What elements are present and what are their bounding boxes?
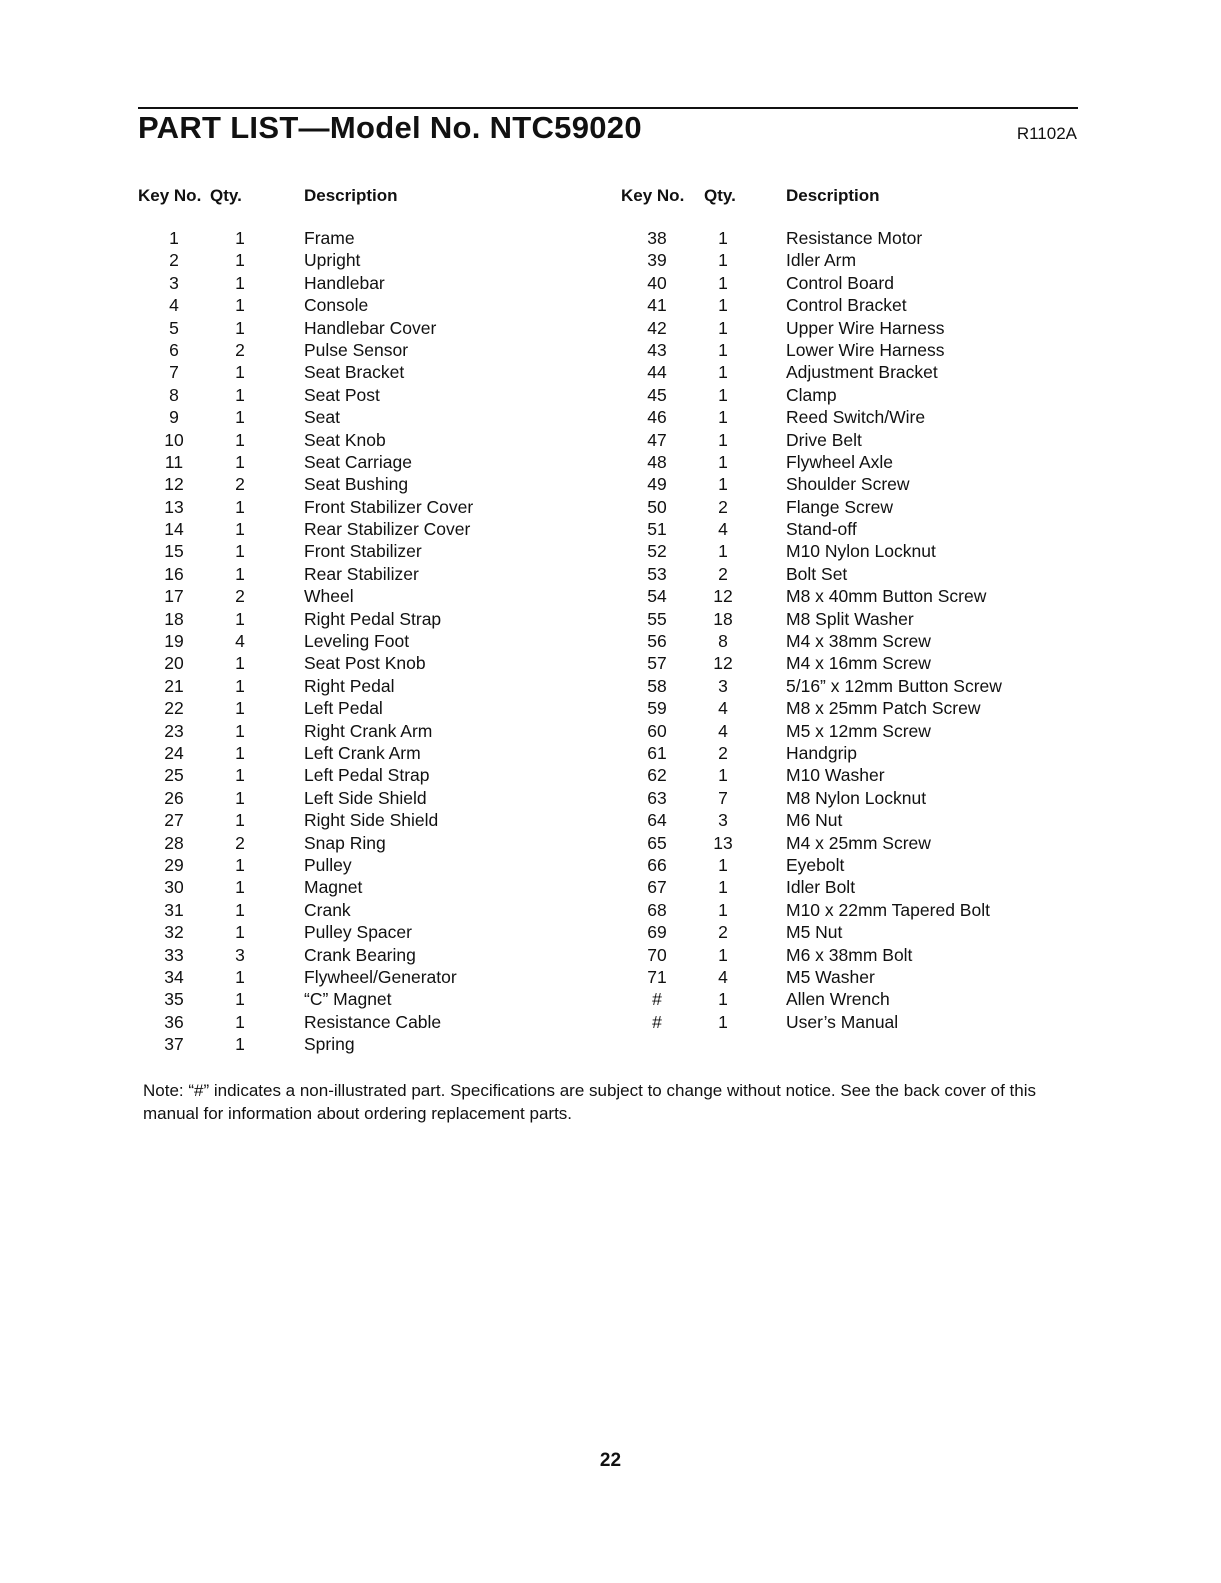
description-cell: Bolt Set [786,563,848,584]
description-cell: Pulley Spacer [304,922,412,943]
qty-cell: 1 [718,317,728,338]
qty-cell: 1 [235,519,245,540]
description-cell: Handgrip [786,742,858,763]
document-code: R1102A [1016,124,1077,143]
description-cell: Control Bracket [786,295,907,316]
key-no-cell: 27 [164,810,184,831]
description-cell: M6 x 38mm Bolt [786,944,913,965]
qty-cell: 4 [718,698,728,719]
qty-cell: 1 [718,765,728,786]
qty-cell: 1 [235,317,245,338]
key-no-cell: 28 [164,832,184,853]
qty-cell: 1 [718,899,728,920]
key-no-cell: 41 [647,295,667,316]
key-no-cell: 30 [164,877,184,898]
key-no-cell: 26 [164,787,184,808]
description-cell: Right Crank Arm [304,720,433,741]
key-no-cell: 67 [647,877,667,898]
description-cell: Allen Wrench [786,989,890,1010]
qty-cell: 2 [235,832,245,853]
key-no-cell: 17 [164,586,184,607]
description-cell: Right Pedal [304,675,395,696]
qty-cell: 2 [718,922,728,943]
qty-cell: 1 [235,429,245,450]
qty-cell: 3 [718,675,728,696]
key-no-cell: 68 [647,899,667,920]
key-no-cell: 33 [164,944,184,965]
description-cell: Adjustment Bracket [786,362,938,383]
key-no-cell: 54 [647,586,667,607]
description-cell: Resistance Cable [304,1011,442,1032]
description-cell: Flywheel/Generator [304,966,457,987]
description-cell: Control Board [786,272,894,293]
qty-cell: 2 [718,496,728,517]
key-no-cell: 64 [647,810,667,831]
description-cell: Seat Post [304,384,380,405]
key-no-cell: 23 [164,720,184,741]
key-no-cell: 57 [647,653,667,674]
key-no-cell: 60 [647,720,667,741]
description-cell: Drive Belt [786,429,862,450]
description-cell: Resistance Motor [786,228,923,248]
key-no-cell: 66 [647,854,667,875]
key-no-cell: 42 [647,317,667,338]
qty-cell: 3 [235,944,245,965]
description-cell: M4 x 38mm Screw [786,631,931,652]
description-cell: User’s Manual [786,1011,899,1032]
description-cell: Handlebar Cover [304,317,437,338]
qty-cell: 13 [713,832,733,853]
description-cell: Crank Bearing [304,944,416,965]
description-cell: Seat Knob [304,429,386,450]
description-cell: Seat Post Knob [304,653,426,674]
key-no-cell: 52 [647,541,667,562]
qty-cell: 2 [235,474,245,495]
key-no-cell: 3 [169,272,179,293]
description-cell: Crank [304,899,351,920]
key-no-cell: 7 [169,362,179,383]
qty-cell: 1 [235,989,245,1010]
qty-cell: 1 [718,384,728,405]
description-cell: M8 Split Washer [786,608,914,629]
key-no-cell: 22 [164,698,184,719]
qty-cell: 1 [235,250,245,271]
qty-cell: 3 [718,810,728,831]
description-cell: 5/16” x 12mm Button Screw [786,675,1002,696]
qty-cell: 1 [718,362,728,383]
qty-cell: 18 [713,608,733,629]
key-no-cell: 46 [647,407,667,428]
qty-cell: 1 [235,451,245,472]
description-cell: Upper Wire Harness [786,317,945,338]
key-no-cell: 37 [164,1034,184,1055]
qty-cell: 1 [235,742,245,763]
key-no-cell: 44 [647,362,667,383]
key-no-cell: 18 [164,608,184,629]
description-cell: Shoulder Screw [786,474,910,495]
qty-cell: 1 [718,228,728,248]
qty-cell: 1 [718,407,728,428]
description-cell: Left Pedal Strap [304,765,430,786]
description-cell: Left Pedal [304,698,383,719]
header-key-no-right: Key No. [621,186,685,205]
key-no-cell: 32 [164,922,184,943]
key-no-cell: 11 [164,451,184,472]
page-title: PART LIST—Model No. NTC59020 [138,110,642,145]
qty-cell: 1 [718,944,728,965]
description-cell: Left Side Shield [304,787,427,808]
key-no-cell: 35 [164,989,184,1010]
key-no-cell: 10 [164,429,184,450]
key-no-cell: 19 [164,631,184,652]
qty-cell: 1 [718,451,728,472]
key-no-cell: 53 [647,563,667,584]
qty-cell: 4 [718,519,728,540]
description-cell: Clamp [786,384,837,405]
footnote: Note: “#” indicates a non-illustrated part. Specifications are subject to change without notice. See the back cover of this manual for information about ordering replacement parts. [143,1081,1036,1123]
qty-cell: 1 [718,854,728,875]
description-cell: Seat Bracket [304,362,405,383]
key-no-cell: 65 [647,832,667,853]
key-no-cell: 6 [169,339,179,360]
qty-cell: 1 [235,228,245,248]
qty-cell: 1 [235,541,245,562]
header-key-no-left: Key No. [138,186,202,205]
description-cell: M8 x 25mm Patch Screw [786,698,981,719]
description-cell: “C” Magnet [304,989,392,1010]
description-cell: Console [304,295,369,316]
qty-cell: 1 [718,1011,728,1032]
key-no-cell: 43 [647,339,667,360]
qty-cell: 1 [235,922,245,943]
qty-cell: 1 [718,541,728,562]
key-no-cell: 61 [647,742,667,763]
key-no-cell: 5 [169,317,179,338]
description-cell: Front Stabilizer [304,541,422,562]
key-no-cell: 16 [164,563,184,584]
description-cell: M5 Washer [786,966,875,987]
key-no-cell: # [652,989,662,1010]
description-cell: Flywheel Axle [786,451,893,472]
key-no-cell: 4 [169,295,179,316]
qty-cell: 12 [713,586,733,607]
qty-cell: 1 [718,877,728,898]
description-cell: Pulley [304,854,352,875]
description-cell: Right Pedal Strap [304,608,442,629]
description-cell: Leveling Foot [304,631,410,652]
header-qty-right: Qty. [704,186,736,205]
description-cell: M10 Washer [786,765,885,786]
qty-cell: 1 [235,720,245,741]
description-cell: Seat [304,407,340,428]
description-cell: M8 x 40mm Button Screw [786,586,987,607]
description-cell: Seat Bushing [304,474,409,495]
key-no-cell: 69 [647,922,667,943]
qty-cell: 1 [235,563,245,584]
key-no-cell: 38 [647,228,667,248]
description-cell: Reed Switch/Wire [786,407,926,428]
description-cell: M4 x 16mm Screw [786,653,931,674]
qty-cell: 1 [235,765,245,786]
description-cell: Rear Stabilizer Cover [304,519,471,540]
qty-cell: 1 [235,1034,245,1055]
description-cell: Wheel [304,586,354,607]
key-no-cell: 55 [647,608,667,629]
key-no-cell: 34 [164,966,184,987]
key-no-cell: 29 [164,854,184,875]
description-cell: M8 Nylon Locknut [786,787,927,808]
description-cell: Frame [304,228,355,248]
description-cell: Seat Carriage [304,451,412,472]
key-no-cell: 59 [647,698,667,719]
key-no-cell: 14 [164,519,184,540]
description-cell: Snap Ring [304,832,386,853]
key-no-cell: 20 [164,653,184,674]
description-cell: M5 Nut [786,922,843,943]
qty-cell: 8 [718,631,728,652]
key-no-cell: 47 [647,429,667,450]
description-cell: Right Side Shield [304,810,439,831]
description-cell: Handlebar [304,272,385,293]
header-description-left: Description [304,186,398,205]
qty-cell: 2 [235,586,245,607]
header-description-right: Description [786,186,880,205]
qty-cell: 1 [235,653,245,674]
qty-cell: 1 [235,407,245,428]
key-no-cell: 12 [164,474,184,495]
qty-cell: 1 [235,362,245,383]
description-cell: Idler Bolt [786,877,856,898]
qty-cell: 1 [718,295,728,316]
key-no-cell: 39 [647,250,667,271]
description-cell: M10 x 22mm Tapered Bolt [786,899,990,920]
key-no-cell: 56 [647,631,667,652]
key-no-cell: 71 [647,966,667,987]
qty-cell: 1 [718,989,728,1010]
description-cell: Spring [304,1034,355,1055]
qty-cell: 1 [718,272,728,293]
key-no-cell: 36 [164,1011,184,1032]
qty-cell: 4 [718,966,728,987]
qty-cell: 1 [718,474,728,495]
qty-cell: 12 [713,653,733,674]
description-cell: Idler Arm [786,250,857,271]
key-no-cell: 24 [164,742,184,763]
key-no-cell: 13 [164,496,184,517]
qty-cell: 2 [235,339,245,360]
qty-cell: 1 [235,810,245,831]
qty-cell: 1 [235,854,245,875]
key-no-cell: 21 [164,675,184,696]
key-no-cell: 15 [164,541,184,562]
key-no-cell: 9 [169,407,179,428]
description-cell: Rear Stabilizer [304,563,419,584]
key-no-cell: 40 [647,272,667,293]
qty-cell: 2 [718,563,728,584]
qty-cell: 1 [718,339,728,360]
key-no-cell: 49 [647,474,667,495]
description-cell: Upright [304,250,361,271]
qty-cell: 1 [235,698,245,719]
description-cell: Lower Wire Harness [786,339,945,360]
description-cell: Eyebolt [786,854,845,875]
description-cell: Magnet [304,877,363,898]
key-no-cell: 63 [647,787,667,808]
description-cell: Stand-off [786,519,857,540]
qty-cell: 1 [235,899,245,920]
qty-cell: 7 [718,787,728,808]
qty-cell: 1 [235,384,245,405]
key-no-cell: 58 [647,675,667,696]
title-rule [138,107,1078,109]
qty-cell: 1 [235,272,245,293]
qty-cell: 1 [235,1011,245,1032]
key-no-cell: 62 [647,765,667,786]
key-no-cell: 25 [164,765,184,786]
qty-cell: 4 [718,720,728,741]
description-cell: Pulse Sensor [304,339,409,360]
qty-cell: 1 [718,429,728,450]
qty-cell: 1 [235,787,245,808]
description-cell: M10 Nylon Locknut [786,541,936,562]
header-qty-left: Qty. [210,186,242,205]
description-cell: M6 Nut [786,810,843,831]
qty-cell: 1 [235,496,245,517]
key-no-cell: 50 [647,496,667,517]
description-cell: M4 x 25mm Screw [786,832,931,853]
key-no-cell: 51 [647,519,667,540]
key-no-cell: 2 [169,250,179,271]
qty-cell: 1 [235,608,245,629]
key-no-cell: 31 [164,899,184,920]
key-no-cell: 48 [647,451,667,472]
qty-cell: 1 [235,295,245,316]
qty-cell: 1 [235,966,245,987]
qty-cell: 1 [235,877,245,898]
qty-cell: 2 [718,742,728,763]
qty-cell: 1 [718,250,728,271]
qty-cell: 1 [235,675,245,696]
key-no-cell: 45 [647,384,667,405]
description-cell: M5 x 12mm Screw [786,720,931,741]
description-cell: Front Stabilizer Cover [304,496,474,517]
description-cell: Left Crank Arm [304,742,421,763]
key-no-cell: # [652,1011,662,1032]
description-cell: Flange Screw [786,496,893,517]
key-no-cell: 8 [169,384,179,405]
key-no-cell: 70 [647,944,667,965]
page-number: 22 [599,1450,622,1471]
qty-cell: 4 [235,631,245,652]
key-no-cell: 1 [169,228,179,248]
